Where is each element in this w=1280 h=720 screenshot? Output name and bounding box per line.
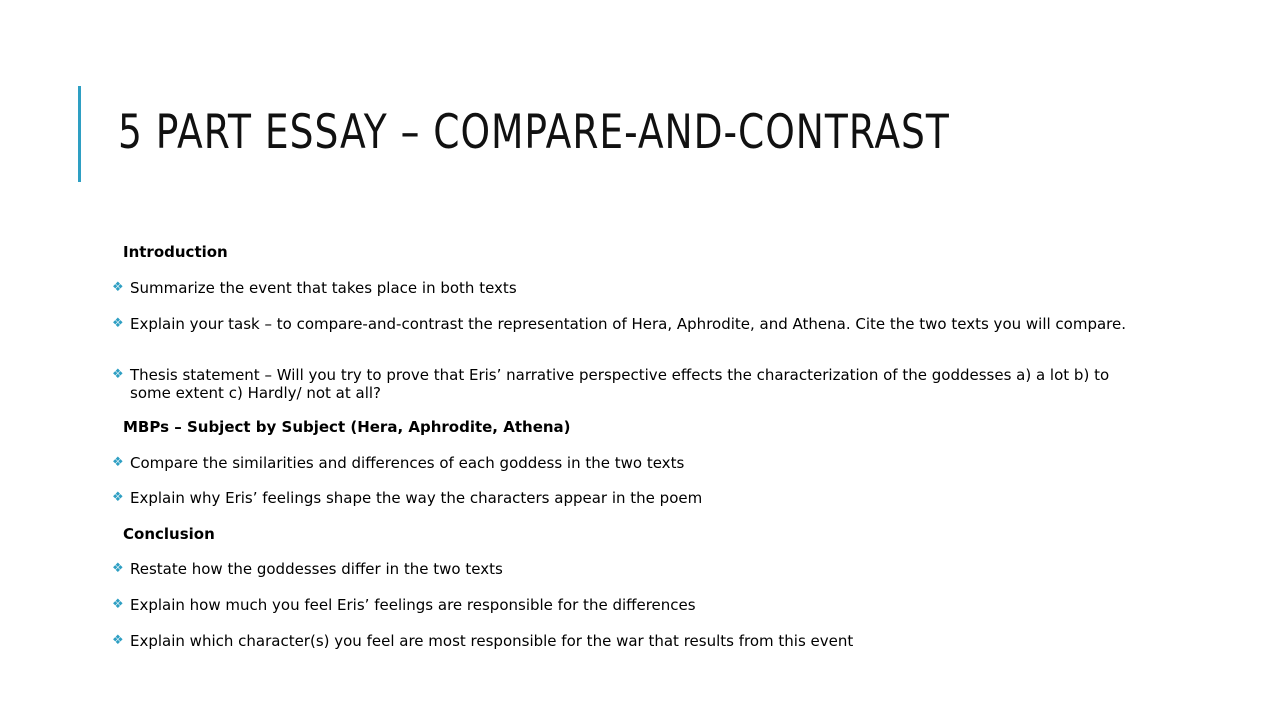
- bullet-text: Summarize the event that takes place in both texts: [130, 279, 517, 297]
- bullet-item: [112, 315, 1150, 333]
- bullet-text: Explain which character(s) you feel are most responsible for the war that results from this event: [130, 632, 854, 650]
- title-accent-bar: [78, 86, 81, 182]
- four-diamond-bullet-icon: ❖: [112, 561, 124, 576]
- bullet-item: [112, 596, 1150, 614]
- bullet-item: [112, 632, 1150, 650]
- section-heading-conclusion: Conclusion: [123, 525, 215, 543]
- bullet-text: Explain why Eris’ feelings shape the way the characters appear in the poem: [130, 489, 703, 507]
- four-diamond-bullet-icon: ❖: [112, 280, 124, 295]
- bullet-text: Thesis statement – Will you try to prove that Eris’ narrative perspective effects the characterization of the goddesses a) a lot b) to some extent c) Hardly/ not at all?: [130, 366, 1110, 402]
- four-diamond-bullet-icon: ❖: [112, 597, 124, 612]
- bullet-item: [112, 366, 1150, 402]
- four-diamond-bullet-icon: ❖: [112, 490, 124, 505]
- section-heading-mbps: MBPs – Subject by Subject (Hera, Aphrodite, Athena): [123, 418, 571, 436]
- bullet-item: [112, 489, 1150, 507]
- bullet-text: Explain your task – to compare-and-contrast the representation of Hera, Aphrodite, and Athena. Cite the two texts you will compare.: [130, 315, 1127, 333]
- four-diamond-bullet-icon: ❖: [112, 455, 124, 470]
- bullet-item: [112, 560, 1150, 578]
- bullet-text: Restate how the goddesses differ in the two texts: [130, 560, 503, 578]
- four-diamond-bullet-icon: ❖: [112, 633, 124, 648]
- bullet-item: [112, 279, 1150, 297]
- four-diamond-bullet-icon: ❖: [112, 367, 124, 382]
- bullet-item: [112, 454, 1150, 472]
- slide-title: 5 PART ESSAY – COMPARE-AND-CONTRAST: [118, 105, 950, 160]
- four-diamond-bullet-icon: ❖: [112, 316, 124, 331]
- bullet-text: Explain how much you feel Eris’ feelings are responsible for the differences: [130, 596, 696, 614]
- bullet-text: Compare the similarities and differences of each goddess in the two texts: [130, 454, 685, 472]
- section-heading-introduction: Introduction: [123, 243, 228, 261]
